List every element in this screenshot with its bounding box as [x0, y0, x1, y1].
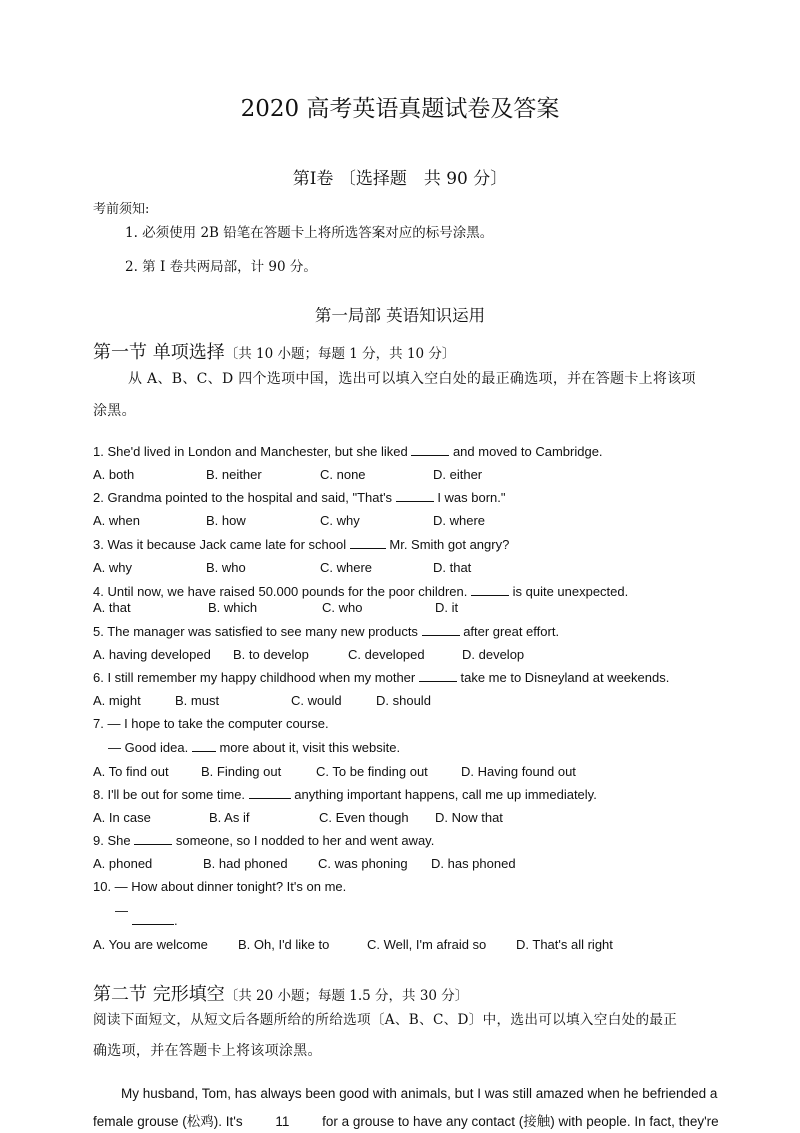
option: C. would: [291, 693, 342, 708]
passage-line: My husband, Tom, has always been good with animals, but I was still amazed when he befriended a: [121, 1086, 718, 1101]
option: B. how: [206, 513, 246, 528]
option: C. why: [320, 513, 360, 528]
option: A. In case: [93, 810, 151, 825]
section1-instruction: 从 A、B、C、D 四个选项中国，选出可以填入空白处的最正确选项，并在答题卡上将该项: [128, 371, 696, 387]
question-10: 10. — How about dinner tonight? It's on me.: [93, 879, 347, 894]
option: C. who: [322, 600, 363, 615]
section2-title: 第二节 完形填空: [93, 984, 225, 1005]
option: D. develop: [462, 647, 525, 662]
volume-heading: 第Ⅰ卷 〔选择题 共 90 分〕: [292, 169, 508, 189]
notice-item: 2. 第 I 卷共两局部，计 90 分。: [125, 259, 317, 275]
question-7: 7. — I hope to take the computer course.: [93, 716, 329, 731]
option: A. when: [93, 513, 140, 528]
option: A. both: [93, 467, 135, 482]
section1-title: 第一节 单项选择: [93, 342, 225, 363]
question-7-reply: — Good idea. more about it, visit this website.: [108, 740, 401, 755]
question-8: 8. I'll be out for some time. anything important happens, call me up immediately.: [93, 787, 597, 802]
answer-blank: [411, 454, 449, 456]
question-9: 9. She someone, so I nodded to her and went away.: [93, 833, 435, 848]
question-6: 6. I still remember my happy childhood when my mother take me to Disneyland at weekends.: [93, 670, 670, 685]
option: B. which: [208, 600, 258, 615]
part-title: 第一局部 英语知识运用: [314, 306, 486, 325]
section2-instruction: 阅读下面短文，从短文后各题所给的所给选项〔A、B、C、D〕中，选出可以填入空白处的最正: [93, 1012, 678, 1028]
option: A. phoned: [93, 856, 153, 871]
question-3: 3. Was it because Jack came late for school Mr. Smith got angry?: [93, 537, 510, 552]
option: B. to develop: [233, 647, 309, 662]
option: A. might: [93, 693, 141, 708]
option: C. developed: [348, 647, 425, 662]
passage-line: female grouse (松鸡). It's 11 for a grouse to have any contact (接触) with people. In fact, they're: [93, 1114, 719, 1129]
option: C. where: [320, 560, 373, 575]
answer-blank: [132, 923, 174, 925]
answer-blank: [249, 797, 291, 799]
option: B. Oh, I'd like to: [238, 937, 330, 952]
option: C. none: [320, 467, 366, 482]
question-5: 5. The manager was satisfied to see many new products after great effort.: [93, 624, 560, 639]
answer-blank: [350, 547, 386, 549]
option: D. it: [435, 600, 459, 615]
answer-blank: [422, 634, 460, 636]
option: C. To be finding out: [316, 764, 428, 779]
option: C. was phoning: [318, 856, 408, 871]
option: D. either: [433, 467, 483, 482]
question-1: 1. She'd lived in London and Manchester, but she liked and moved to Cambridge.: [93, 444, 603, 459]
option: B. who: [206, 560, 246, 575]
answer-blank: [419, 680, 457, 682]
option: D. where: [433, 513, 486, 528]
option: A. You are welcome: [93, 937, 208, 952]
exam-title: 2020 高考英语真题试卷及答案: [240, 96, 560, 122]
question-10-reply: .: [132, 913, 178, 928]
question-4: 4. Until now, we have raised 50.000 pounds for the poor children. is quite unexpected.: [93, 584, 629, 599]
option: A. that: [93, 600, 131, 615]
option: A. having developed: [93, 647, 211, 662]
option: C. Well, I'm afraid so: [367, 937, 487, 952]
question-2: 2. Grandma pointed to the hospital and said, "That's I was born.": [93, 490, 506, 505]
option: C. Even though: [319, 810, 409, 825]
question-10-reply-dash: —: [115, 903, 128, 918]
option: D. Having found out: [461, 764, 576, 779]
option: D. That's all right: [516, 937, 613, 952]
option: D. has phoned: [431, 856, 516, 871]
option: B. Finding out: [201, 764, 282, 779]
notice-heading: 考前须知:: [93, 202, 150, 217]
section2-instruction: 确选项，并在答题卡上将该项涂黑。: [93, 1043, 322, 1059]
option: D. Now that: [435, 810, 503, 825]
answer-blank: [192, 750, 216, 752]
option: B. As if: [209, 810, 250, 825]
section1-instruction: 涂黑。: [93, 403, 136, 419]
option: A. To find out: [93, 764, 169, 779]
section2-info: 〔共 20 小题；每题 1.5 分，共 30 分〕: [224, 988, 469, 1004]
notice-item: 1. 必须使用 2B 铅笔在答题卡上将所选答案对应的标号涂黑。: [125, 225, 494, 241]
section1-info: 〔共 10 小题；每题 1 分，共 10 分〕: [224, 346, 456, 362]
section1-heading: [93, 338, 455, 364]
option: B. had phoned: [203, 856, 288, 871]
option: B. must: [175, 693, 220, 708]
option: A. why: [93, 560, 133, 575]
option: D. that: [433, 560, 472, 575]
option: D. should: [376, 693, 431, 708]
option: B. neither: [206, 467, 262, 482]
answer-blank: [471, 594, 509, 596]
answer-blank: [134, 843, 172, 845]
cloze-blank-number: 11: [275, 1114, 290, 1129]
answer-blank: [396, 500, 434, 502]
section2-heading: [93, 980, 468, 1006]
